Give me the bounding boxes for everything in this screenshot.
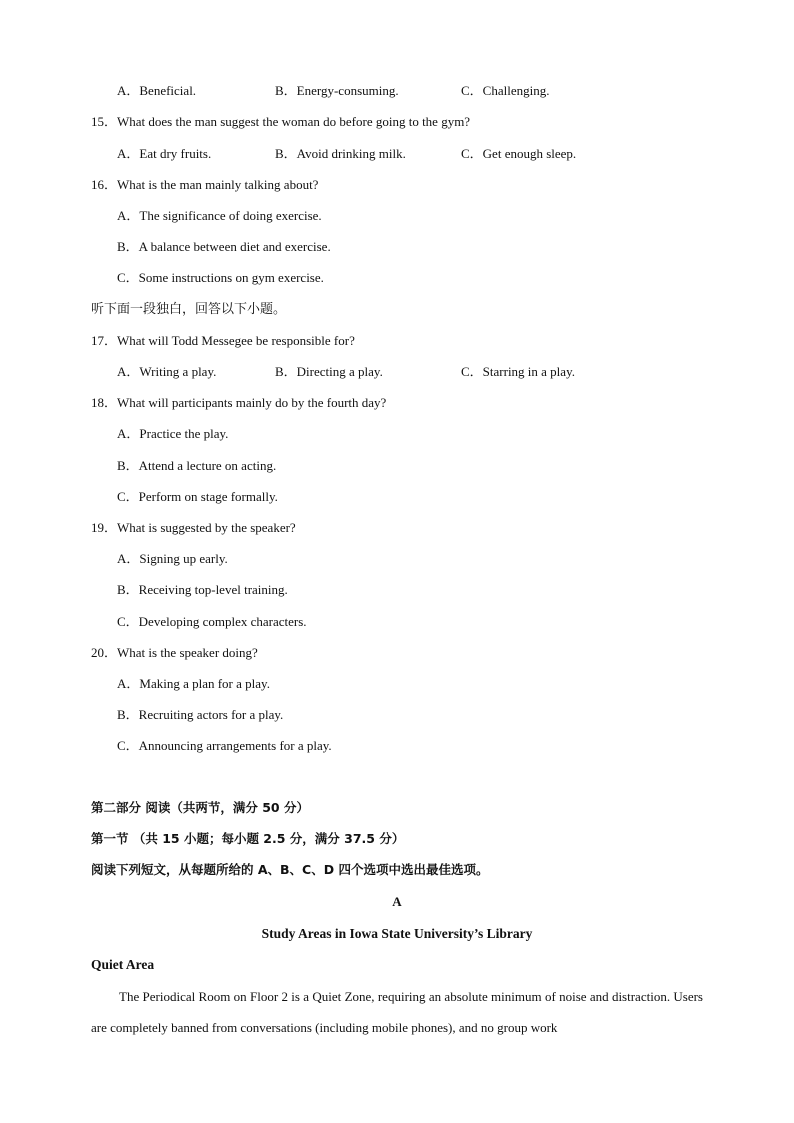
- passage-letter: A: [392, 894, 402, 909]
- q17-option-c: C．Starring in a play.: [461, 364, 575, 379]
- q14-option-b: B．Energy-consuming.: [275, 83, 399, 98]
- q16-option-b: B．A balance between diet and exercise.: [117, 239, 331, 254]
- q20-option-a: A．Making a plan for a play.: [117, 676, 270, 691]
- passage-subheading: Quiet Area: [91, 957, 155, 972]
- q15-stem: 15．What does the man suggest the woman do before going to the gym?: [91, 114, 471, 129]
- q15-option-a: A．Eat dry fruits.: [117, 146, 212, 161]
- q19-option-b: B．Receiving top-level training.: [117, 582, 288, 597]
- passage-title: Study Areas in Iowa State University’s Library: [261, 926, 533, 941]
- monologue-intro: 听下面一段独白，回答以下小题。: [91, 302, 287, 317]
- reading-instruction: 阅读下列短文，从每题所给的 A、B、C、D 四个选项中选出最佳选项。: [91, 862, 489, 877]
- q18-option-c: C．Perform on stage formally.: [117, 489, 278, 504]
- q20-option-b: B．Recruiting actors for a play.: [117, 707, 284, 722]
- passage-paragraph-text: The Periodical Room on Floor 2 is a Quiet Zone, requiring an absolute minimum of noise and distraction. Users are completely banned from conversations (including mobile phones), and no group work: [91, 989, 703, 1035]
- q15-option-b: B．Avoid drinking milk.: [275, 146, 406, 161]
- q15-option-c: C．Get enough sleep.: [461, 146, 577, 161]
- passage-paragraph: [91, 981, 703, 1043]
- q14-option-a: A．Beneficial.: [117, 83, 197, 98]
- q17-option-a: A．Writing a play.: [117, 364, 217, 379]
- q19-option-c: C．Developing complex characters.: [117, 614, 307, 629]
- q18-stem: 18．What will participants mainly do by the fourth day?: [91, 395, 387, 410]
- q18-option-a: A．Practice the play.: [117, 426, 229, 441]
- section1-heading: 第一节 （共 15 小题；每小题 2.5 分，满分 37.5 分）: [91, 831, 405, 846]
- q17-stem: 17．What will Todd Messegee be responsible for?: [91, 333, 355, 348]
- q18-option-b: B．Attend a lecture on acting.: [117, 458, 277, 473]
- q19-option-a: A．Signing up early.: [117, 551, 228, 566]
- q16-option-a: A．The significance of doing exercise.: [117, 208, 322, 223]
- part2-heading: 第二部分 阅读（共两节，满分 50 分）: [91, 800, 309, 815]
- q19-stem: 19．What is suggested by the speaker?: [91, 520, 296, 535]
- q14-option-c: C．Challenging.: [461, 83, 550, 98]
- q17-option-b: B．Directing a play.: [275, 364, 383, 379]
- q20-option-c: C．Announcing arrangements for a play.: [117, 738, 332, 753]
- q16-option-c: C．Some instructions on gym exercise.: [117, 270, 324, 285]
- q16-stem: 16．What is the man mainly talking about?: [91, 177, 319, 192]
- q20-stem: 20．What is the speaker doing?: [91, 645, 258, 660]
